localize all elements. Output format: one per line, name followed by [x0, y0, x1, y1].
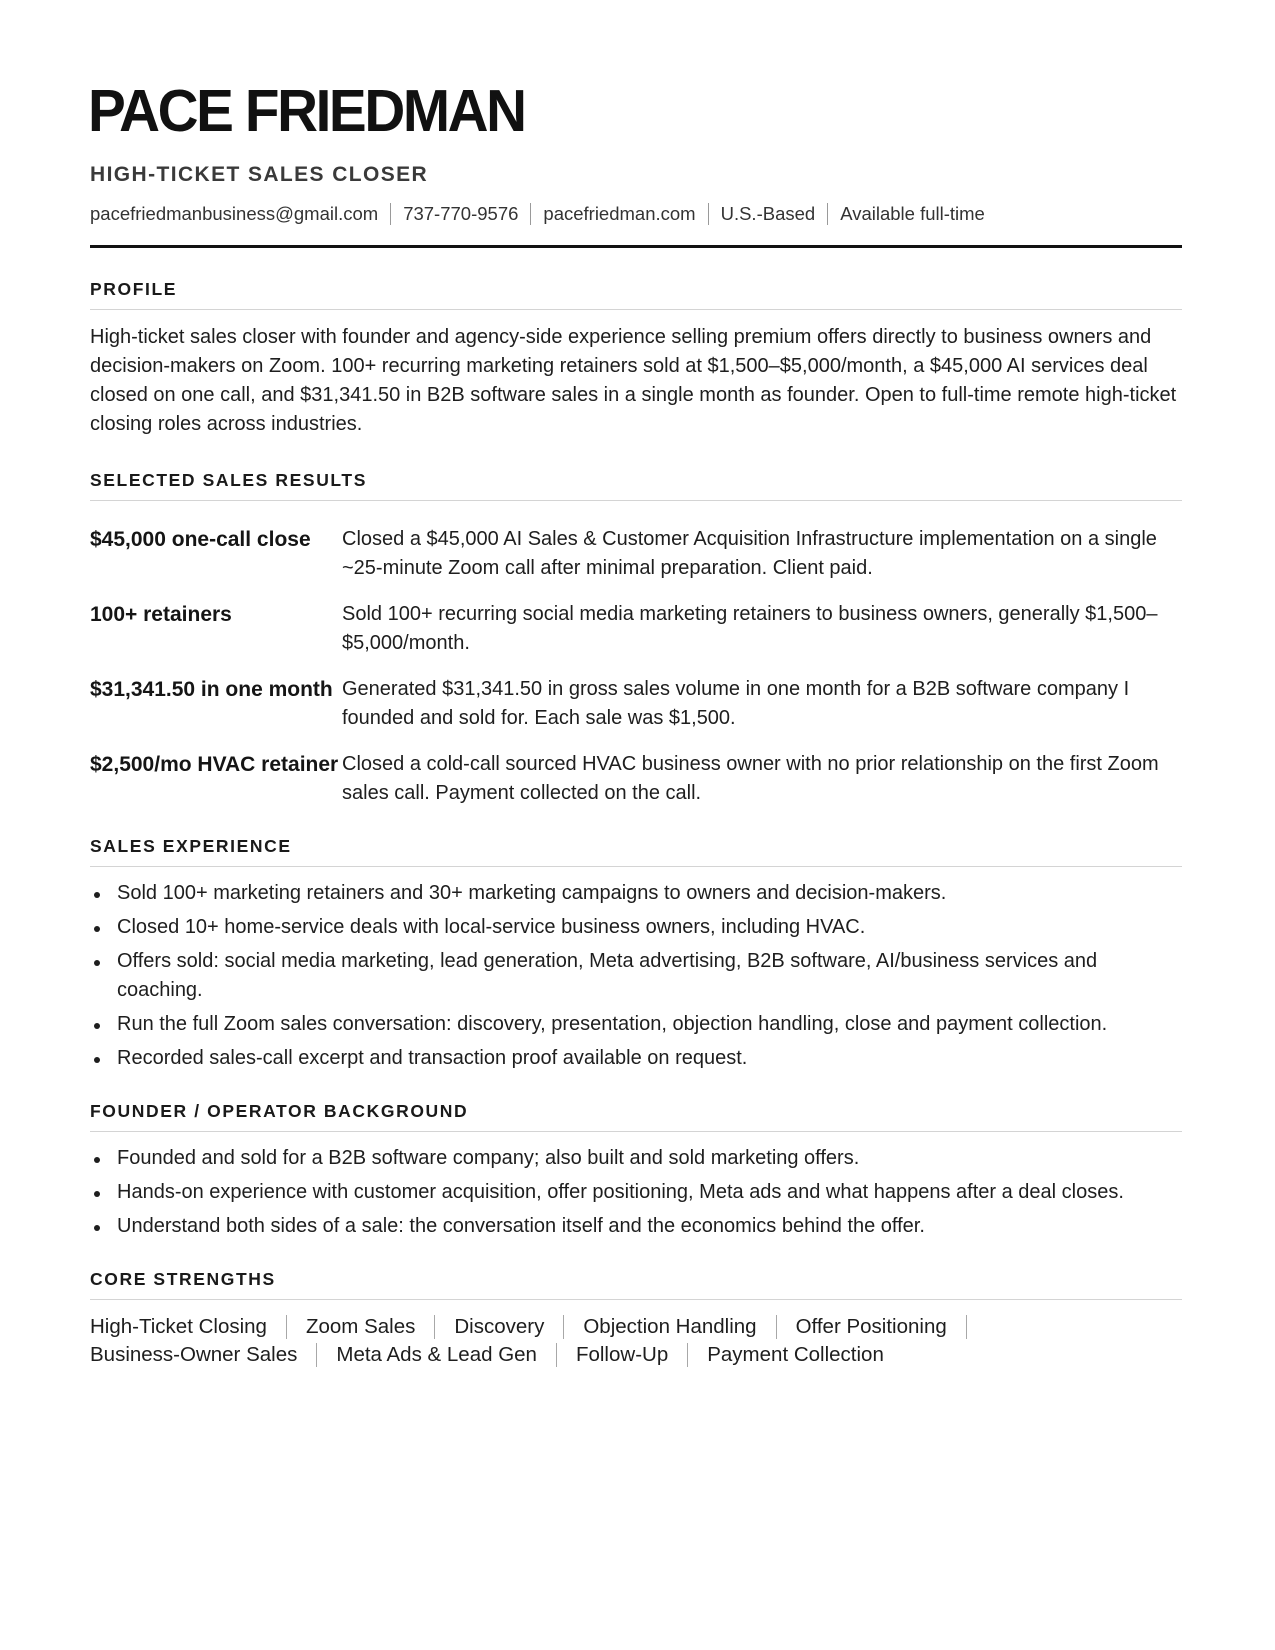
contact-website[interactable]: pacefriedman.com: [543, 203, 696, 224]
result-label: $2,500/mo HVAC retainer: [90, 753, 339, 776]
result-row: [90, 600, 1182, 658]
result-row: [90, 675, 1182, 733]
experience-item: Run the full Zoom sales conversation: discovery, presentation, objection handling, close and payment collection.: [90, 1010, 1182, 1039]
profile-summary: High-ticket sales closer with founder and agency-side experience selling premium offers directly to business owners and decision-makers on Zoom. 100+ recurring marketing retainers sold at $1,500–$5,000/month, a $45,000 AI services deal closed on one call, and $31,341.50 in B2B software sales in a single month as founder. Open to full-time remote high-ticket closing roles across industries.: [90, 326, 1177, 435]
founder-item: Understand both sides of a sale: the conversation itself and the economics behind the offer.: [90, 1212, 1182, 1241]
contact-location: U.S.-Based: [720, 203, 816, 224]
contact-line: [90, 203, 1182, 225]
founder-item: Founded and sold for a B2B software company; also built and sold marketing offers.: [90, 1144, 1182, 1173]
candidate-role: HIGH-TICKET SALES CLOSER: [90, 163, 429, 186]
contact-divider: [390, 203, 391, 225]
result-description: Closed a $45,000 AI Sales & Customer Acquisition Infrastructure implementation on a single ~25-minute Zoom call after minimal preparation. Client paid.: [342, 528, 1157, 579]
strength-divider: [286, 1315, 287, 1339]
section-title-results: SELECTED SALES RESULTS: [90, 470, 1182, 501]
section-title-founder: FOUNDER / OPERATOR BACKGROUND: [90, 1101, 1182, 1132]
strength-divider: [316, 1343, 317, 1367]
founder-item: Hands-on experience with customer acquisition, offer positioning, Meta ads and what happens after a deal closes.: [90, 1178, 1182, 1207]
result-row: [90, 750, 1182, 808]
contact-email[interactable]: pacefriedmanbusiness@gmail.com: [90, 203, 379, 224]
strength-item: Payment Collection: [707, 1343, 884, 1366]
result-label: $45,000 one-call close: [90, 528, 311, 551]
strength-divider: [687, 1343, 688, 1367]
strength-item: Business-Owner Sales: [90, 1343, 298, 1366]
resume-page: [90, 70, 1182, 1369]
strength-divider: [563, 1315, 564, 1339]
strength-divider: [556, 1343, 557, 1367]
experience-list: [90, 879, 1182, 1073]
strength-divider: [434, 1315, 435, 1339]
strength-item: Offer Positioning: [795, 1315, 947, 1338]
strength-item: Meta Ads & Lead Gen: [336, 1343, 537, 1366]
strength-item: Objection Handling: [583, 1315, 757, 1338]
contact-divider: [708, 203, 709, 225]
experience-item: Sold 100+ marketing retainers and 30+ marketing campaigns to owners and decision-makers.: [90, 879, 1182, 908]
contact-divider: [530, 203, 531, 225]
result-row: [90, 525, 1182, 583]
contact-availability: Available full-time: [840, 203, 985, 224]
section-title-experience: SALES EXPERIENCE: [90, 836, 1182, 867]
strength-item: High-Ticket Closing: [90, 1315, 267, 1338]
strengths-line: [90, 1341, 1182, 1369]
header-rule: [90, 245, 1182, 248]
result-label: 100+ retainers: [90, 603, 232, 626]
experience-item: Recorded sales-call excerpt and transaction proof available on request.: [90, 1044, 1182, 1073]
contact-divider: [827, 203, 828, 225]
section-title-strengths: CORE STRENGTHS: [90, 1269, 1182, 1300]
result-description: Generated $31,341.50 in gross sales volume in one month for a B2B software company I founded and sold for. Each sale was $1,500.: [342, 678, 1130, 729]
results-list: [90, 525, 1182, 808]
experience-item: Closed 10+ home-service deals with local-service business owners, including HVAC.: [90, 913, 1182, 942]
strength-item: Follow-Up: [575, 1343, 669, 1366]
strengths-list: [90, 1313, 1182, 1369]
strength-divider: [966, 1315, 967, 1339]
founder-list: [90, 1144, 1182, 1241]
strength-item: Discovery: [454, 1315, 545, 1338]
contact-phone[interactable]: 737-770-9576: [403, 203, 519, 224]
strengths-line: [90, 1313, 1182, 1341]
experience-item: Offers sold: social media marketing, lead generation, Meta advertising, B2B software, AI/business services and coaching.: [90, 947, 1182, 1005]
result-description: Sold 100+ recurring social media marketing retainers to business owners, generally $1,500–$5,000/month.: [342, 603, 1158, 654]
result-description: Closed a cold-call sourced HVAC business owner with no prior relationship on the first Zoom sales call. Payment collected on the call.: [342, 753, 1159, 804]
strength-divider: [776, 1315, 777, 1339]
result-label: $31,341.50 in one month: [90, 678, 333, 701]
section-title-profile: PROFILE: [90, 279, 1182, 310]
candidate-name: PACE FRIEDMAN: [88, 78, 525, 144]
strength-item: Zoom Sales: [305, 1315, 416, 1338]
